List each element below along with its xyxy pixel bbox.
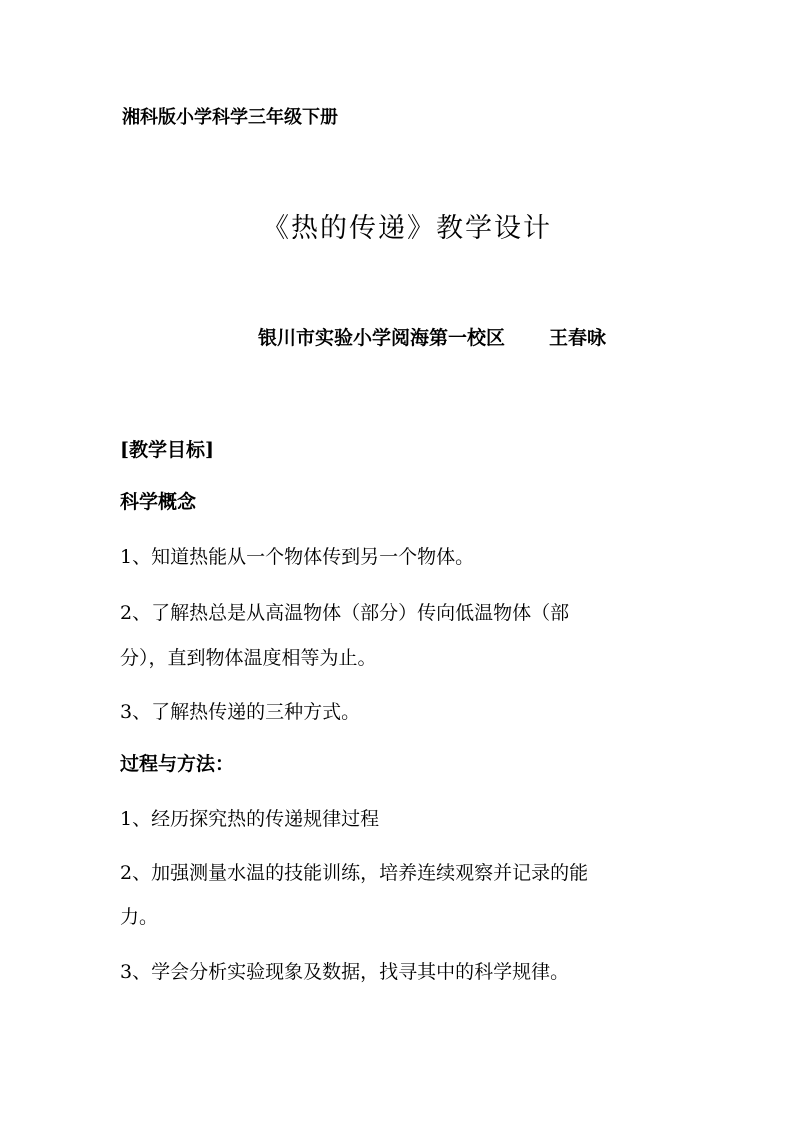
section-objectives-heading: [教学目标] bbox=[120, 439, 214, 461]
document-title: 《热的传递》教学设计 bbox=[262, 213, 552, 244]
process-item-2-continued: 力。 bbox=[120, 906, 159, 928]
document-subtitle: 湘科版小学科学三年级下册 bbox=[122, 107, 338, 128]
author-school: 银川市实验小学阅海第一校区 bbox=[258, 327, 506, 349]
concept-item-1: 1、知道热能从一个物体传到另一个物体。 bbox=[120, 546, 475, 568]
process-item-1: 1、经历探究热的传递规律过程 bbox=[120, 808, 380, 830]
process-item-2: 2、加强测量水温的技能训练，培养连续观察并记录的能 bbox=[120, 862, 589, 884]
concept-item-2: 2、了解热总是从高温物体（部分）传向低温物体（部 bbox=[120, 602, 570, 624]
concept-item-3: 3、了解热传递的三种方式。 bbox=[120, 701, 361, 723]
author-line bbox=[258, 326, 606, 350]
concept-item-2-continued: 分），直到物体温度相等为止。 bbox=[120, 647, 377, 669]
author-name: 王春咏 bbox=[549, 327, 607, 349]
concepts-heading: 科学概念 bbox=[120, 491, 197, 513]
process-heading: 过程与方法： bbox=[120, 753, 235, 775]
process-item-3: 3、学会分析实验现象及数据，找寻其中的科学规律。 bbox=[120, 961, 570, 983]
